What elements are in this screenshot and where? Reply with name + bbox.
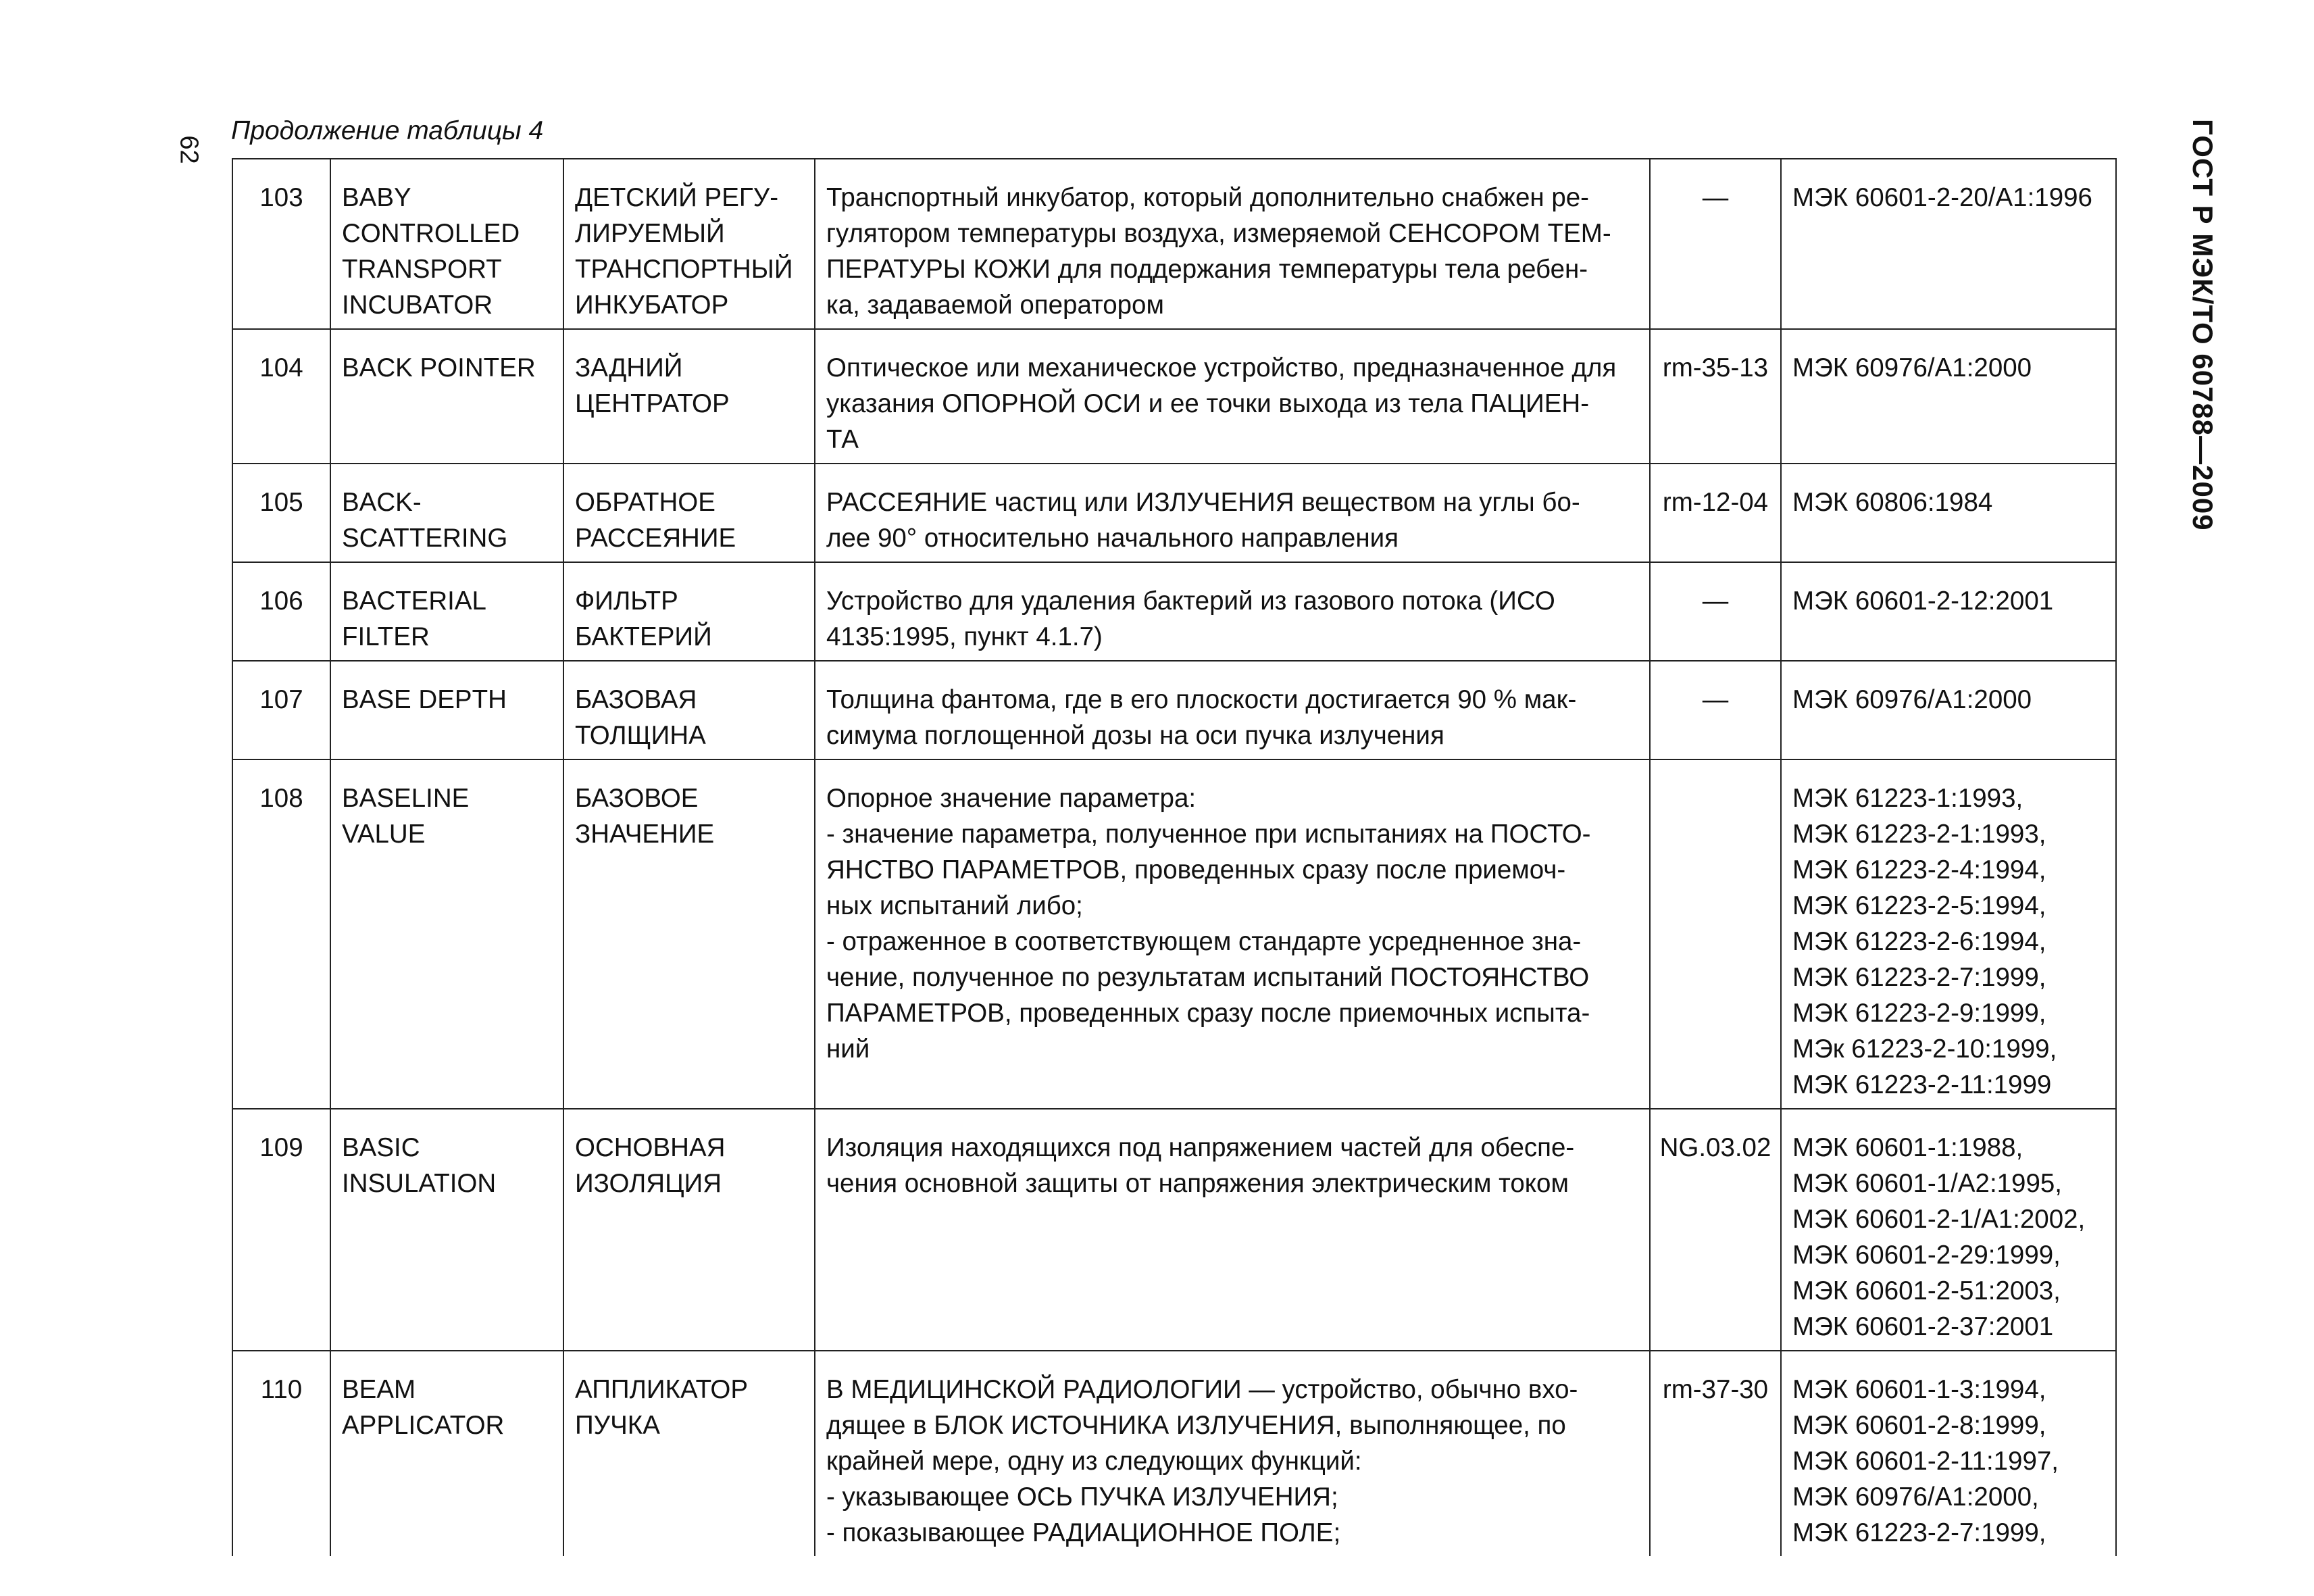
term-number: 110 (232, 1351, 330, 1556)
term-definition: Опорное значение параметра: - значение параметра, полученное при испытаниях на ПОСТО- ЯНСТВО ПАРАМЕТРОВ, проведенных сразу после приемоч- ных испытаний либо; - отраженное в соответствующем стандарте усредненное зна- чение, полученное по результатам испытаний ПОСТОЯНСТВО ПАРАМЕТРОВ, проведенных сразу после приемочных испыта- ний (815, 759, 1650, 1109)
term-number: 108 (232, 759, 330, 1109)
term-number: 107 (232, 661, 330, 759)
term-definition: Транспортный инкубатор, который дополнительно снабжен ре- гулятором температуры воздуха, измеряемой СЕНСОРОМ ТЕМ- ПЕРАТУРЫ КОЖИ для поддержания температуры тела ребен- ка, задаваемой оператором (815, 159, 1650, 329)
term-code: rm-35-13 (1650, 329, 1781, 464)
term-number: 104 (232, 329, 330, 464)
term-number: 106 (232, 562, 330, 661)
term-code: rm-12-04 (1650, 464, 1781, 562)
page-number: 62 (174, 135, 203, 164)
term-english: BACTERIAL FILTER (330, 562, 563, 661)
term-english: BASE DEPTH (330, 661, 563, 759)
table-row (232, 661, 2116, 759)
table-row (232, 1109, 2116, 1351)
term-russian: ОСНОВНАЯ ИЗОЛЯЦИЯ (563, 1109, 815, 1351)
term-english: BACK- SCATTERING (330, 464, 563, 562)
term-number: 105 (232, 464, 330, 562)
term-code: — (1650, 562, 1781, 661)
term-code: NG.03.02 (1650, 1109, 1781, 1351)
term-english: BEAM APPLICATOR (330, 1351, 563, 1556)
term-source: МЭК 61223-1:1993, МЭК 61223-2-1:1993, МЭК 61223-2-4:1994, МЭК 61223-2-5:1994, МЭК 61223-2-6:1994, МЭК 61223-2-7:1999, МЭК 61223-2-9:1999, МЭк 61223-2-10:1999, МЭК 61223-2-11:1999 (1781, 759, 2116, 1109)
term-source: МЭК 60806:1984 (1781, 464, 2116, 562)
term-russian: БАЗОВОЕ ЗНАЧЕНИЕ (563, 759, 815, 1109)
term-definition: РАССЕЯНИЕ частиц или ИЗЛУЧЕНИЯ веществом на углы бо- лее 90° относительно начального направления (815, 464, 1650, 562)
table-row (232, 159, 2116, 329)
term-source: МЭК 60601-1:1988, МЭК 60601-1/А2:1995, МЭК 60601-2-1/А1:2002, МЭК 60601-2-29:1999, МЭК 60601-2-51:2003, МЭК 60601-2-37:2001 (1781, 1109, 2116, 1351)
term-source: МЭК 60601-2-20/А1:1996 (1781, 159, 2116, 329)
table-row (232, 464, 2116, 562)
term-code: — (1650, 661, 1781, 759)
term-russian: ФИЛЬТР БАКТЕРИЙ (563, 562, 815, 661)
term-source: МЭК 60976/А1:2000 (1781, 329, 2116, 464)
document-header-title: ГОСТ Р МЭК/ТО 60788—2009 (2187, 119, 2219, 531)
term-english: BACK POINTER (330, 329, 563, 464)
term-source: МЭК 60601-1-3:1994, МЭК 60601-2-8:1999, МЭК 60601-2-11:1997, МЭК 60976/А1:2000, МЭК 61223-2-7:1999, (1781, 1351, 2116, 1556)
table-row (232, 759, 2116, 1109)
term-code: — (1650, 159, 1781, 329)
term-number: 109 (232, 1109, 330, 1351)
term-russian: ОБРАТНОЕ РАССЕЯНИЕ (563, 464, 815, 562)
table-row (232, 562, 2116, 661)
table-body (232, 159, 2116, 1556)
term-english: BASIC INSULATION (330, 1109, 563, 1351)
term-russian: ЗАДНИЙ ЦЕНТРАТОР (563, 329, 815, 464)
term-definition: Толщина фантома, где в его плоскости достигается 90 % мак- симума поглощенной дозы на оси пучка излучения (815, 661, 1650, 759)
term-english: BASELINE VALUE (330, 759, 563, 1109)
term-source: МЭК 60601-2-12:2001 (1781, 562, 2116, 661)
term-definition: В МЕДИЦИНСКОЙ РАДИОЛОГИИ — устройство, обычно вхо- дящее в БЛОК ИСТОЧНИКА ИЗЛУЧЕНИЯ, выполняющее, по крайней мере, одну из следующих функций: - указывающее ОСЬ ПУЧКА ИЗЛУЧЕНИЯ; - показывающее РАДИАЦИОННОЕ ПОЛЕ; (815, 1351, 1650, 1556)
term-source: МЭК 60976/А1:2000 (1781, 661, 2116, 759)
term-russian: АППЛИКАТОР ПУЧКА (563, 1351, 815, 1556)
term-russian: ДЕТСКИЙ РЕГУ- ЛИРУЕМЫЙ ТРАНСПОРТНЫЙ ИНКУБАТОР (563, 159, 815, 329)
table-row (232, 1351, 2116, 1556)
term-definition: Оптическое или механическое устройство, предназначенное для указания ОПОРНОЙ ОСИ и ее точки выхода из тела ПАЦИЕН- ТА (815, 329, 1650, 464)
term-definition: Изоляция находящихся под напряжением частей для обеспе- чения основной защиты от напряжения электрическим током (815, 1109, 1650, 1351)
terms-table (232, 158, 2117, 1556)
table-caption: Продолжение таблицы 4 (231, 116, 544, 145)
table-row (232, 329, 2116, 464)
term-english: BABY CONTROLLED TRANSPORT INCUBATOR (330, 159, 563, 329)
term-russian: БАЗОВАЯ ТОЛЩИНА (563, 661, 815, 759)
term-number: 103 (232, 159, 330, 329)
term-code: rm-37-30 (1650, 1351, 1781, 1556)
term-definition: Устройство для удаления бактерий из газового потока (ИСО 4135:1995, пункт 4.1.7) (815, 562, 1650, 661)
term-code (1650, 759, 1781, 1109)
